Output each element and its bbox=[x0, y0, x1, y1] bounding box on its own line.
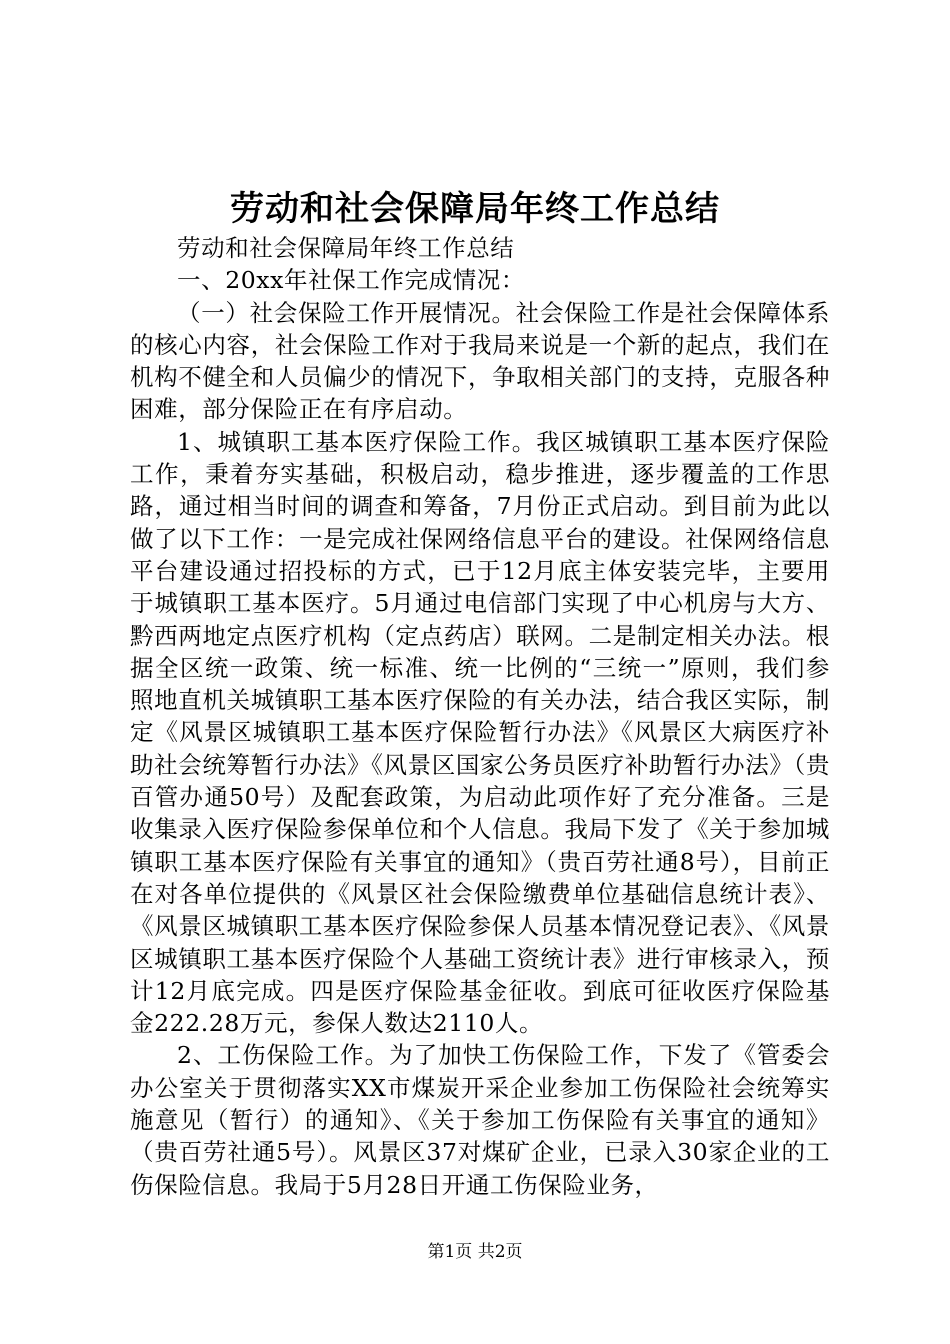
paragraph-medical-insurance: 1、城镇职工基本医疗保险工作。我区城镇职工基本医疗保险工作，秉着夯实基础，积极启动，稳步推进，逐步覆盖的工作思路，通过相当时间的调查和筹备，7月份正式启动。到目前为此以做了以下工作：一是完成社保网络信息平台的建设。社保网络信息平台建设通过招投标的方式，已于12月底主体安装完毕，主要用于城镇职工基本医疗。5月通过电信部门实现了中心机房与大方、黔西两地定点医疗机构（定点药店）联网。二是制定相关办法。根据全区统一政策、统一标准、统一比例的“三统一”原则，我们参照地直机关城镇职工基本医疗保险的有关办法，结合我区实际，制定《风景区城镇职工基本医疗保险暂行办法》《风景区大病医疗补助社会统筹暂行办法》《风景区国家公务员医疗补助暂行办法》（贵百管办通50号）及配套政策，为启动此项作好了充分准备。三是收集录入医疗保险参保单位和个人信息。我局下发了《关于参加城镇职工基本医疗保险有关事宜的通知》（贵百劳社通8号），目前正在对各单位提供的《风景区社会保险缴费单位基础信息统计表》、《风景区城镇职工基本医疗保险参保人员基本情况登记表》、《风景区城镇职工基本医疗保险个人基础工资统计表》进行审核录入，预计12月底完成。四是医疗保险基金征收。到底可征收医疗保险基金222.28万元，参保人数达2110人。 bbox=[130, 427, 830, 1038]
page-footer: 第1页 共2页 bbox=[427, 1242, 523, 1262]
document-title: 劳动和社会保障局年终工作总结 bbox=[230, 189, 720, 229]
paragraph-injury-insurance: 2、工伤保险工作。为了加快工伤保险工作，下发了《管委会办公室关于贯彻落实XX市煤炭开采企业参加工伤保险社会统筹实施意见（暂行）的通知》、《关于参加工伤保险有关事宜的通知》（贵百劳社通5号）。风景区37对煤矿企业，已录入30家企业的工伤保险信息。我局于5月28日开通工伤保险业务， bbox=[130, 1041, 830, 1199]
document-body bbox=[130, 232, 830, 1201]
paragraph-subtitle: 劳动和社会保障局年终工作总结 bbox=[177, 234, 515, 262]
paragraph-section-heading: 一、20xx年社保工作完成情况： bbox=[177, 266, 526, 295]
paragraph-social-insurance: （一）社会保险工作开展情况。社会保险工作是社会保障体系的核心内容，社会保险工作对于我局来说是一个新的起点，我们在机构不健全和人员偏少的情况下，争取相关部门的支持，克服各种困难，部分保险正在有序启动。 bbox=[130, 298, 830, 424]
